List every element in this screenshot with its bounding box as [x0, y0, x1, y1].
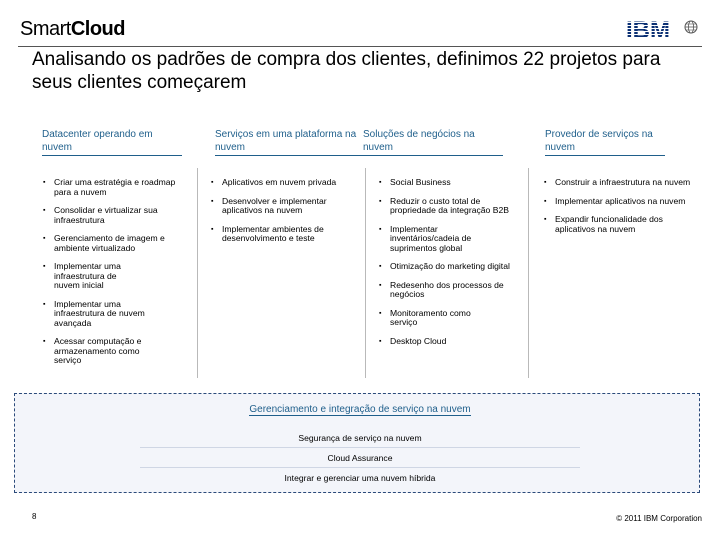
column-list-platform	[210, 178, 355, 253]
management-line-assurance: Cloud Assurance	[327, 453, 393, 463]
management-line-hybrid: Integrar e gerenciar uma nuvem híbrida	[284, 473, 436, 483]
list-item: ▪ Aplicativos em nuvem privada	[211, 177, 337, 187]
ibm-logo	[626, 17, 684, 41]
column-heading-business: Soluções de negócios na nuvem	[363, 128, 503, 156]
column-list-datacenter	[42, 178, 192, 375]
list-item: ▪ Gerenciamento de imagem e ambiente virtualizado	[43, 233, 165, 253]
column-divider	[365, 168, 366, 378]
list-item: ▪ Implementar uma infraestrutura de nuvem inicial	[43, 261, 121, 290]
brand-light: Smart	[20, 18, 71, 40]
list-item: ▪ Implementar aplicativos na nuvem	[544, 195, 686, 206]
list-item: ▪ Social Business	[379, 177, 451, 187]
column-heading-platform: Serviços em uma plataforma na nuvem	[215, 128, 363, 156]
list-item: ▪ Reduzir o custo total de propriedade da integração B2B	[379, 195, 509, 215]
list-item: ▪ Monitoramento como serviço	[379, 307, 471, 327]
slide-title: Analisando os padrões de compra dos clientes, definimos 22 projetos para seus clientes começarem	[32, 49, 661, 93]
list-item: ▪ Consolidar e virtualizar sua infraestrutura	[43, 205, 158, 225]
brand-logo	[20, 18, 125, 41]
list-item: ▪ Desenvolver e implementar aplicativos na nuvem	[211, 195, 327, 215]
list-item: ▪ Acessar computação e armazenamento como serviço	[43, 336, 142, 365]
column-divider	[528, 168, 529, 378]
globe-icon	[684, 20, 698, 34]
list-item: ▪ Implementar inventários/cadeia de suprimentos global	[379, 223, 472, 253]
column-heading-provider: Provedor de serviços na nuvem	[545, 128, 665, 156]
brand-bold: Cloud	[70, 18, 125, 40]
column-divider	[197, 168, 198, 378]
list-item: ▪ Otimização do marketing digital	[379, 261, 510, 271]
column-list-business	[378, 178, 518, 355]
list-item: ▪ Criar uma estratégia e roadmap para a nuvem	[43, 177, 176, 197]
list-item: ▪ Implementar ambientes de desenvolvimento e teste	[211, 223, 324, 243]
copyright: © 2011 IBM Corporation	[616, 514, 702, 523]
management-title: Gerenciamento e integração de serviço na nuvem	[249, 404, 471, 415]
column-heading-datacenter: Datacenter operando em nuvem	[42, 128, 182, 156]
list-item: ▪ Implementar uma infraestrutura de nuvem avançada	[43, 298, 145, 328]
list-item: ▪ Redesenho dos processos de negócios	[379, 279, 504, 299]
header-divider	[18, 46, 702, 47]
management-line-security: Segurança de serviço na nuvem	[298, 433, 422, 443]
management-separator	[140, 467, 580, 468]
list-item: ▪ Expandir funcionalidade dos aplicativos na nuvem	[544, 214, 663, 234]
list-item: ▪ Construir a infraestrutura na nuvem	[544, 177, 691, 187]
list-item: ▪ Desktop Cloud	[379, 335, 447, 346]
management-separator	[140, 447, 580, 448]
column-list-provider	[543, 178, 703, 243]
page-number: 8	[32, 512, 37, 521]
ibm-logo-text: IBM	[626, 17, 670, 41]
